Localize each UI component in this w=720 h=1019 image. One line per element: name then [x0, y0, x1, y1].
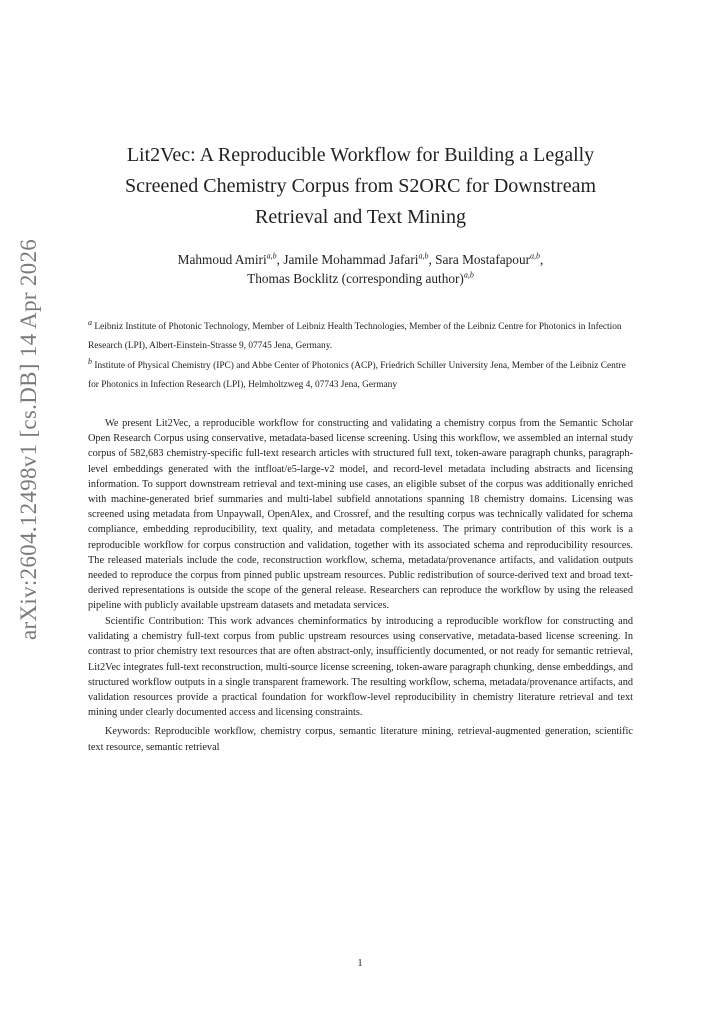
affiliation-text: Institute of Physical Chemistry (IPC) and Abbe Center of Photonics (ACP), Friedrich Schiller University Jena, Member of the Leibniz Centre for Photonics in Infection Research (LPI), Helmholtzweg 4, 07743 Jena, Germany	[88, 361, 626, 390]
author-affiliation-mark: a,b	[266, 251, 277, 261]
author-name: Thomas Bocklitz (corresponding author)	[247, 271, 464, 286]
paper-title: Lit2Vec: A Reproducible Workflow for Building a Legally Screened Chemistry Corpus from S2ORC for Downstream Retrieval and Text Mining	[124, 144, 597, 228]
abstract-section	[88, 416, 633, 755]
affiliation-a	[88, 318, 633, 356]
affiliation-mark: a	[88, 317, 92, 327]
author-name: Jamile Mohammad Jafari	[283, 252, 419, 267]
affiliation-text: Leibniz Institute of Photonic Technology, Member of Leibniz Health Technologies, Member of the Leibniz Centre for Photonics in Infection Research (LPI), Albert-Einstein-Strasse 9, 07745 Jena, Germany.	[88, 322, 622, 351]
affiliation-mark: b	[88, 356, 92, 366]
author-name: Mahmoud Amiri	[177, 252, 267, 267]
scientific-contribution-paragraph: Scientific Contribution: This work advances cheminformatics by introducing a reproducible workflow for constructing and validating a chemistry full-text corpus from public upstream resources using conservative, metadata-based license screening. In contrast to prior chemistry text resources that are often abstract-only, insufficiently documented, or not ready for semantic retrieval, Lit2Vec integrates full-text reconstruction, multi-source license screening, token-aware paragraph chunking, dense embeddings, and structured workflow outputs in a single transparent framework. The resulting workflow, schema, metadata/provenance artifacts, and validation resources provide a practical foundation for workflow-level reproducibility in chemistry literature retrieval and text mining under clearly documented access and licensing constraints.	[88, 615, 633, 719]
author-list: Mahmoud Amiri$^{a,b}$, Jamile Mohammad Jafari$^{a,b}$, Sara Mostafapour$^{a,b}$, Thomas Bocklitz (corresponding author)$^{a,b}$	[177, 251, 544, 286]
author-affiliation-mark: a,b	[463, 270, 474, 280]
author-affiliation-mark: a,b	[530, 251, 541, 261]
affiliation-b	[88, 357, 633, 395]
abstract-paragraph: We present Lit2Vec, a reproducible workflow for constructing and validating a chemistry corpus from the Semantic Scholar Open Research Corpus using conservative, metadata-based license screening. Using this workflow, we assembled an internal study corpus of 582,683 chemistry-specific full-text research articles with structured full text, token-aware paragraph chunks, paragraph-level embeddings generated with the intfloat/e5-large-v2 model, and record-level metadata including abstracts and licensing information. To support downstream retrieval and text-mining use cases, an eligible subset of the corpus was additionally enriched with machine-generated brief summaries and multi-label subfield annotations spanning 18 chemistry domains. Licensing was screened using metadata from Unpaywall, OpenAlex, and Crossref, and the resulting corpus was technically validated for schema compliance, embedding reproducibility, text quality, and metadata completeness. The primary contribution of this work is a reproducible workflow for corpus construction and validation, together with its associated schema and reproducibility resources. The released materials include the code, reconstruction workflow, schema, metadata/provenance artifacts, and validation outputs needed to reproduce the corpus from pinned public upstream resources. Public redistribution of source-derived text and broad text-derived representations is outside the scope of the general release. Researchers can reproduce the workflow by using the released pipeline with publicly available upstream datasets and metadata services.	[88, 418, 633, 612]
page-number: 1	[357, 958, 363, 969]
author-name: Sara Mostafapour	[435, 252, 531, 267]
keywords-paragraph: Keywords: Reproducible workflow, chemistry corpus, semantic literature mining, retrieval-augmented generation, scientific text resource, semantic retrieval	[88, 726, 633, 753]
author-affiliation-mark: a,b	[418, 251, 429, 261]
arxiv-identifier: arXiv:2604.12498v1 [cs.DB] 14 Apr 2026	[16, 238, 41, 640]
